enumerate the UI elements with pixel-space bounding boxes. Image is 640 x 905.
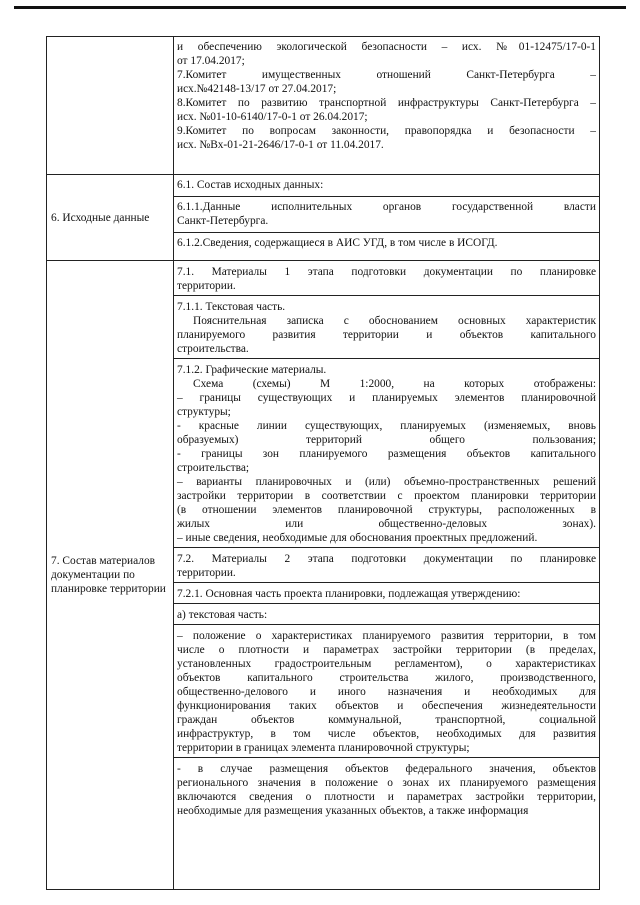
row7-line: включаются сведения о плотности и параметрах застройки территории, <box>177 791 596 803</box>
row7-line: объектов капитального строительства жилого, производственного, <box>177 672 596 684</box>
row7-line: числе о плотности и параметрах застройки территории (в пределах, <box>177 644 596 656</box>
row6-content <box>174 175 599 254</box>
row7-line: общественно-делового и иного назначения и необходимых для <box>177 686 596 698</box>
row7-line: 7.1.1. Текстовая часть. <box>177 301 286 313</box>
row6-content-cell <box>174 175 600 261</box>
row7-paragraph <box>174 295 599 358</box>
prev-line: 8.Комитет по развитию транспортной инфраструктуры Санкт-Петербурга – <box>177 97 596 109</box>
row6-line: 6.1.2.Сведения, содержащиеся в АИС УГД, в том числе в ИСОГД. <box>177 237 498 249</box>
row7-label-cell <box>47 261 174 890</box>
row7-line: – варианты планировочных и (или) объемно-пространственных решений <box>177 476 596 488</box>
row7-line: строительства; <box>177 462 250 474</box>
row7-line: - границы зон планируемого размещения объектов капитального <box>177 448 596 460</box>
row7-label: 7. Состав материалов документации по планировке территории <box>51 555 166 595</box>
row7-line: необходимые для размещения указанных объектов, а также информация <box>177 805 529 817</box>
row6-line: Санкт-Петербурга. <box>177 215 269 227</box>
row7-line: - в случае размещения объектов федерального значения, объектов <box>177 763 596 775</box>
row7-line: Схема (схемы) М 1:2000, на которых отображены: <box>193 378 596 390</box>
row6-line: 6.1.1.Данные исполнительных органов государственной власти <box>177 201 596 213</box>
row7-line: застройки территории в соответствии с проектом планировки территории <box>177 490 596 502</box>
row7-line: граждан объектов коммунальной, транспортной, социальной <box>177 714 596 726</box>
prev-line: от 17.04.2017; <box>177 55 245 67</box>
prev-paragraph <box>177 68 596 96</box>
row7-line: 7.1. Материалы 1 этапа подготовки документации по планировке <box>177 266 596 278</box>
row6-paragraph <box>174 196 599 232</box>
prev-paragraph <box>177 96 596 124</box>
prev-line: исх. №01-10-6140/17-0-1 от 26.04.2017; <box>177 111 368 123</box>
row7-line: 7.2.1. Основная часть проекта планировки, подлежащая утверждению: <box>177 588 521 600</box>
row7-line: функционирования таких объектов и обеспечения жизнедеятельности <box>177 700 596 712</box>
prev-line: 7.Комитет имущественных отношений Санкт-Петербурга – <box>177 69 596 81</box>
row7-content-cell <box>174 261 600 890</box>
row7-line: - красные линии существующих, планируемых (изменяемых, вновь <box>177 420 596 432</box>
document-table <box>46 36 600 890</box>
row7-line: 7.1.2. Графические материалы. <box>177 364 327 376</box>
row7-line: строительства. <box>177 343 249 355</box>
row6-line: 6.1. Состав исходных данных: <box>177 179 324 191</box>
table-row-6 <box>47 175 600 261</box>
table-row-prev <box>47 37 600 175</box>
prev-paragraph <box>177 40 596 68</box>
prev-line: исх. №Вх-01-21-2646/17-0-1 от 11.04.2017. <box>177 139 384 151</box>
row7-line: структуры; <box>177 406 231 418</box>
row-prev-content-cell <box>174 37 600 175</box>
row-prev-label-cell <box>47 37 174 175</box>
row7-line: планируемого развития территории и объектов капитального <box>177 329 596 341</box>
row7-content <box>174 261 599 820</box>
row7-line: установленных градостроительным регламентом), о характеристиках <box>177 658 596 670</box>
prev-line: 9.Комитет по вопросам законности, правопорядка и безопасности – <box>177 125 596 137</box>
row7-line: – границы существующих и планируемых элементов планировочной <box>177 392 596 404</box>
table-row-7 <box>47 261 600 890</box>
row7-line: – положение о характеристиках планируемого развития территории, в том <box>177 630 596 642</box>
prev-paragraph <box>177 124 596 152</box>
row7-line: образуемых) территорий общего пользования; <box>177 434 596 446</box>
row7-line: – иные сведения, необходимые для обоснования проектных предложений. <box>177 532 538 544</box>
row6-paragraph <box>174 175 599 196</box>
row7-line: (в отношении элементов планировочной структуры, расположенных в <box>177 504 596 516</box>
row7-line: территории в границах элемента планировочной структуры; <box>177 742 470 754</box>
row7-line: инфраструктур, в том числе объектов, необходимых для развития <box>177 728 596 740</box>
row7-paragraph <box>174 358 599 547</box>
row-prev-content <box>174 37 599 155</box>
row7-line: регионального значения в положение о зонах их планируемого размещения <box>177 777 596 789</box>
row6-label: 6. Исходные данные <box>51 211 150 224</box>
prev-line: и обеспечению экологической безопасности – исх. №01-12475/17-0-1 <box>177 41 596 53</box>
row7-line: Пояснительная записка с обоснованием основных характеристик <box>193 315 596 327</box>
row7-paragraph <box>174 261 599 295</box>
row7-line: территории. <box>177 280 236 292</box>
row7-paragraph <box>174 582 599 603</box>
row6-label-cell <box>47 175 174 261</box>
row7-paragraph <box>174 624 599 757</box>
row6-paragraph <box>174 232 599 254</box>
row7-line: 7.2. Материалы 2 этапа подготовки документации по планировке <box>177 553 596 565</box>
row7-paragraph <box>174 547 599 582</box>
row7-line: а) текстовая часть: <box>177 609 268 621</box>
row7-paragraph <box>174 757 599 820</box>
top-rule <box>14 6 626 9</box>
prev-line: исх.№42148-13/17 от 27.04.2017; <box>177 83 337 95</box>
row7-paragraph <box>174 603 599 624</box>
row7-line: территории. <box>177 567 236 579</box>
row7-line: жилых или общественно-деловых зонах). <box>177 518 596 530</box>
